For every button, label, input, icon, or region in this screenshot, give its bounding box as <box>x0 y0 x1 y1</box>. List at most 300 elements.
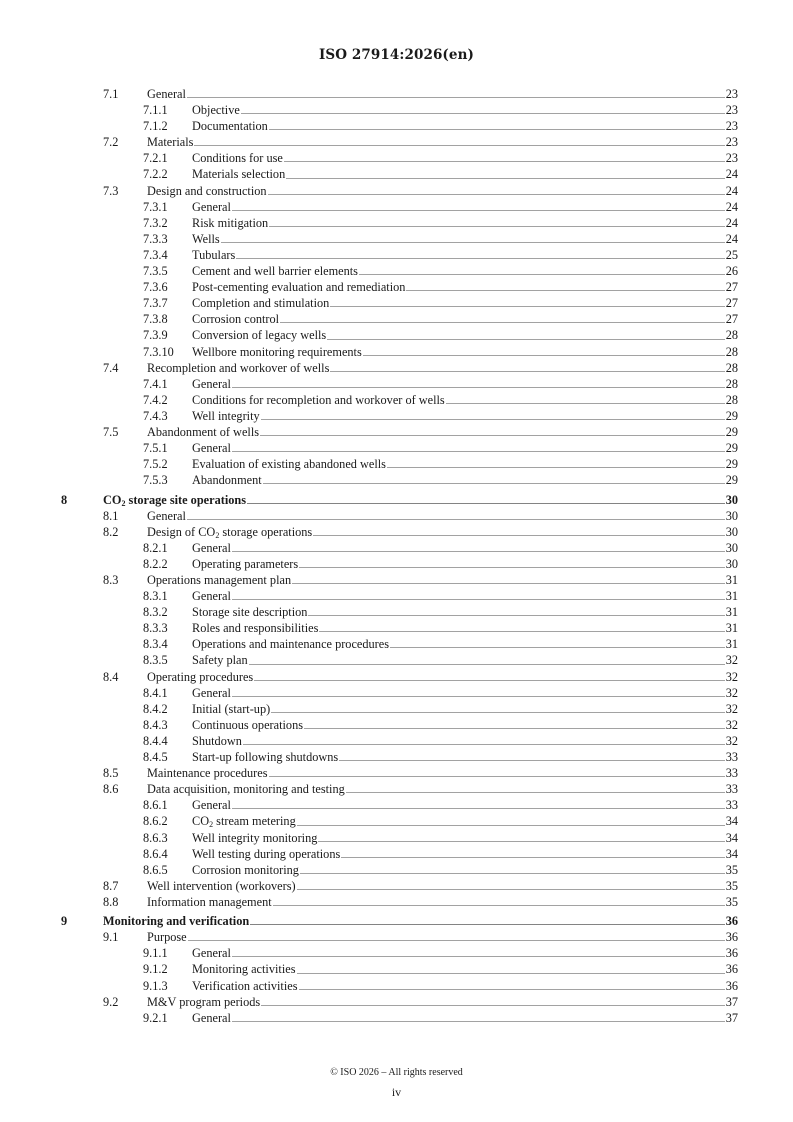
dot-leader <box>299 989 725 990</box>
toc-entry-title: Roles and responsibilities <box>192 621 319 636</box>
toc-entry-page: 32 <box>725 717 738 732</box>
dot-leader <box>284 161 725 162</box>
toc-chapter-entry[interactable] <box>0 913 793 929</box>
toc-entry-number: 7.4 <box>103 360 119 375</box>
toc-entry-number: 7.3 <box>103 183 119 198</box>
toc-entry-number: 7.5.1 <box>143 441 168 456</box>
toc-entry-number: 8.3 <box>103 573 119 587</box>
toc-entry-title: Conversion of legacy wells <box>192 328 327 343</box>
toc-entry-title: Post-cementing evaluation and remediation <box>192 280 406 295</box>
toc-entry-page: 37 <box>725 994 738 1009</box>
dot-leader <box>250 924 725 925</box>
toc-entry-title: General <box>192 376 231 391</box>
toc-entry-page: 28 <box>725 328 738 343</box>
dot-leader <box>261 419 725 420</box>
toc-entry-title: Start-up following shutdowns <box>192 750 339 765</box>
toc-entry-title: Monitoring and verification <box>103 914 250 929</box>
toc-entry-number: 7.4.2 <box>143 392 168 407</box>
dot-leader <box>313 535 725 536</box>
toc-entry-page: 31 <box>725 573 738 587</box>
toc-entry-title: Operating procedures <box>147 669 254 684</box>
toc-entry-number: 8.4.5 <box>143 750 168 765</box>
toc-entry[interactable] <box>0 150 793 166</box>
toc-entry-page: 23 <box>725 119 738 134</box>
toc-entry-number: 7.1.2 <box>143 119 168 134</box>
toc-entry-title: Wells <box>192 231 220 246</box>
dot-leader <box>308 615 724 616</box>
dot-leader <box>292 583 725 584</box>
toc-entry-number: 8.2.1 <box>143 540 168 555</box>
toc-entry[interactable] <box>0 376 793 392</box>
toc-entry-title <box>147 524 313 540</box>
toc-entry-number: 7.3.2 <box>143 215 168 230</box>
toc-entry-page: 33 <box>725 798 738 813</box>
dot-leader <box>232 696 725 697</box>
toc-entry[interactable] <box>0 604 793 620</box>
toc-entry-page: 36 <box>725 930 738 945</box>
toc-entry-page: 36 <box>725 962 738 977</box>
toc-entry[interactable] <box>0 263 793 279</box>
toc-entry-title <box>192 813 297 829</box>
toc-entry-page: 34 <box>725 846 738 861</box>
dot-leader <box>299 567 725 568</box>
toc-entry-number: 8.3.5 <box>143 653 168 668</box>
toc-entry-title: Materials selection <box>192 167 286 182</box>
toc-entry-number: 8.6.2 <box>143 814 168 829</box>
dot-leader <box>406 290 724 291</box>
toc-entry[interactable] <box>0 929 793 945</box>
toc-entry-number: 7.3.7 <box>143 296 168 311</box>
toc-entry[interactable] <box>0 199 793 215</box>
toc-entry-page: 32 <box>725 701 738 716</box>
toc-entry-number: 7.1 <box>103 87 119 101</box>
toc-entry-number: 7.3.3 <box>143 231 168 246</box>
toc-entry[interactable] <box>0 894 793 910</box>
dot-leader <box>261 1005 725 1006</box>
page-number: iv <box>391 1085 402 1099</box>
toc-entry[interactable] <box>0 86 793 102</box>
toc-entry-number: 7.5.2 <box>143 457 168 472</box>
toc-entry-page: 31 <box>725 605 738 620</box>
dot-leader <box>269 129 725 130</box>
toc-entry-title: Operations and maintenance procedures <box>192 637 390 652</box>
toc-entry-number: 8.6.4 <box>143 846 168 861</box>
toc-entry[interactable] <box>0 961 793 977</box>
toc-entry[interactable] <box>0 556 793 572</box>
toc-entry-number: 8.6.3 <box>143 830 168 845</box>
toc-entry-title: Purpose <box>147 930 187 945</box>
toc-entry-page: 34 <box>725 830 738 845</box>
toc-entry-page: 31 <box>725 621 738 636</box>
dot-leader <box>232 1021 725 1022</box>
dot-leader <box>187 97 725 98</box>
toc-entry-title: Data acquisition, monitoring and testing <box>147 782 345 797</box>
dot-leader <box>387 467 725 468</box>
toc-entry-number: 7.4.3 <box>143 408 168 423</box>
toc-entry-page: 27 <box>725 296 738 311</box>
toc-entry-number: 8.2 <box>103 524 119 539</box>
toc-entry-title: Corrosion monitoring <box>192 862 299 877</box>
toc-entry-number: 7.5 <box>103 424 119 439</box>
toc-entry-title: General <box>192 199 231 214</box>
toc-entry[interactable] <box>0 408 793 424</box>
toc-entry-number: 7.2 <box>103 135 119 150</box>
toc-entry-title: Cement and well barrier elements <box>192 264 358 279</box>
dot-leader <box>268 194 725 195</box>
toc-entry-page: 32 <box>725 669 738 684</box>
dot-leader <box>330 371 724 372</box>
toc-entry-number: 8.4.4 <box>143 733 168 748</box>
toc-entry-title: Recompletion and workover of wells <box>147 360 330 375</box>
toc-entry-page: 30 <box>725 524 738 539</box>
toc-entry[interactable] <box>0 669 793 685</box>
toc-entry-title: Design and construction <box>147 183 267 198</box>
toc-entry-page: 24 <box>725 199 738 214</box>
toc-entry-page: 32 <box>725 733 738 748</box>
dot-leader <box>194 145 724 146</box>
toc-entry-number: 7.3.6 <box>143 280 168 295</box>
dot-leader <box>269 226 725 227</box>
toc-entry-number: 8.3.2 <box>143 605 168 620</box>
toc-entry-number: 9 <box>61 914 68 929</box>
toc-entry[interactable] <box>0 945 793 961</box>
dot-leader <box>297 825 725 826</box>
toc-entry-number: 7.1.1 <box>143 103 168 118</box>
toc-entry-title: General <box>192 946 231 961</box>
toc-entry-page: 30 <box>725 508 738 523</box>
dot-leader <box>232 599 725 600</box>
toc-entry-page: 33 <box>725 782 738 797</box>
toc-entry[interactable] <box>0 247 793 263</box>
toc-entry-title: Maintenance procedures <box>147 766 268 781</box>
dot-leader <box>286 178 724 179</box>
toc-entry[interactable] <box>0 685 793 701</box>
dot-leader <box>280 322 725 323</box>
toc-entry[interactable] <box>0 472 793 488</box>
toc-entry-number: 8.6.5 <box>143 862 168 877</box>
toc-entry[interactable] <box>0 183 793 199</box>
toc-entry[interactable] <box>0 978 793 994</box>
toc-entry[interactable] <box>0 765 793 781</box>
dot-leader <box>263 483 725 484</box>
toc-entry-page: 29 <box>725 473 738 488</box>
toc-entry-number: 9.2 <box>103 994 119 1009</box>
toc-entry[interactable] <box>0 717 793 733</box>
toc-entry-number: 8.3.4 <box>143 637 168 652</box>
toc-entry[interactable] <box>0 588 793 604</box>
toc-entry-page: 29 <box>725 457 738 472</box>
toc-entry[interactable] <box>0 781 793 797</box>
dot-leader <box>269 776 725 777</box>
document-header: ISO 27914:2026(en) <box>318 47 475 63</box>
toc-entry[interactable] <box>0 279 793 295</box>
toc-entry-page: 23 <box>725 87 738 101</box>
toc-entry-title-part: storage operations <box>219 524 313 539</box>
toc-entry-title-part: Design of CO <box>147 524 216 539</box>
dot-leader <box>232 451 725 452</box>
dot-leader <box>327 339 724 340</box>
toc-entry-number: 8.4.3 <box>143 717 168 732</box>
dot-leader <box>232 956 725 957</box>
toc-entry-title: General <box>192 1010 231 1025</box>
toc-entry-number: 7.5.3 <box>143 473 168 488</box>
toc-entry-number: 7.4.1 <box>143 376 168 391</box>
toc-entry-page: 24 <box>725 167 738 182</box>
toc-entry-title: Objective <box>192 103 240 118</box>
toc-entry-page: 30 <box>725 540 738 555</box>
dot-leader <box>359 274 725 275</box>
dot-leader <box>232 808 725 809</box>
toc-entry-number: 8.3.1 <box>143 589 168 604</box>
toc-entry-page: 31 <box>725 589 738 604</box>
toc-entry-page: 24 <box>725 231 738 246</box>
toc-entry[interactable] <box>0 360 793 376</box>
toc-entry-page: 27 <box>725 312 738 327</box>
toc-entry-page: 29 <box>725 424 738 439</box>
toc-entry-title <box>103 492 247 508</box>
toc-entry-number: 9.1 <box>103 930 119 945</box>
toc-entry-number: 8.4.1 <box>143 685 168 700</box>
dot-leader <box>241 113 725 114</box>
dot-leader <box>346 792 725 793</box>
toc-entry-title: General <box>192 685 231 700</box>
dot-leader <box>188 940 725 941</box>
toc-entry-number: 9.1.1 <box>143 946 168 961</box>
dot-leader <box>247 503 725 504</box>
toc-entry-title: General <box>192 540 231 555</box>
dot-leader <box>273 905 725 906</box>
toc-entry-number: 8.4 <box>103 669 119 684</box>
toc-entry-number: 8.6 <box>103 782 119 797</box>
toc-entry[interactable] <box>0 215 793 231</box>
toc-entry[interactable] <box>0 797 793 813</box>
toc-entry-page: 36 <box>725 914 738 929</box>
toc-entry-subscript: 2 <box>209 820 214 830</box>
dot-leader <box>232 387 725 388</box>
copyright-notice: © ISO 2026 – All rights reserved <box>330 1067 463 1078</box>
toc-entry[interactable] <box>0 166 793 182</box>
toc-entry-title: Abandonment <box>192 473 262 488</box>
toc-entry-page: 32 <box>725 685 738 700</box>
toc-entry-number: 9.1.3 <box>143 978 168 993</box>
toc-entry-title: Safety plan <box>192 653 248 668</box>
toc-entry-title: Well integrity <box>192 408 260 423</box>
toc-entry-subscript: 2 <box>121 498 126 508</box>
toc-entry[interactable] <box>0 572 793 588</box>
toc-entry[interactable] <box>0 701 793 717</box>
dot-leader <box>446 403 725 404</box>
toc-entry[interactable] <box>0 440 793 456</box>
dot-leader <box>297 889 725 890</box>
toc-entry-number: 7.3.4 <box>143 247 168 262</box>
toc-entry-page: 25 <box>725 247 738 262</box>
toc-entry-page: 33 <box>725 750 738 765</box>
toc-entry[interactable] <box>0 102 793 118</box>
toc-entry[interactable] <box>0 878 793 894</box>
toc-entry-page: 23 <box>725 151 738 166</box>
toc-entry[interactable] <box>0 620 793 636</box>
dot-leader <box>187 519 725 520</box>
toc-entry-title: General <box>192 441 231 456</box>
toc-entry[interactable] <box>0 311 793 327</box>
dot-leader <box>249 664 725 665</box>
toc-entry-title: Well integrity monitoring <box>192 830 318 845</box>
toc-entry-page: 28 <box>725 360 738 375</box>
toc-entry-title: Continuous operations <box>192 717 304 732</box>
toc-entry-number: 7.3.9 <box>143 328 168 343</box>
toc-entry-title: M&V program periods <box>147 994 261 1009</box>
dot-leader <box>232 210 725 211</box>
toc-entry-title: Conditions for recompletion and workover of wells <box>192 392 445 407</box>
toc-entry-title: Operations management plan <box>147 573 292 587</box>
dot-leader <box>232 551 725 552</box>
toc-entry-number: 8.7 <box>103 878 119 893</box>
toc-entry-title: Conditions for use <box>192 151 283 166</box>
dot-leader <box>341 857 724 858</box>
dot-leader <box>254 680 725 681</box>
toc-entry-page: 29 <box>725 408 738 423</box>
toc-entry[interactable] <box>0 846 793 862</box>
toc-entry-title: Well intervention (workovers) <box>147 878 296 893</box>
toc-entry-number: 7.3.1 <box>143 199 168 214</box>
toc-entry-page: 35 <box>725 894 738 909</box>
toc-entry[interactable] <box>0 327 793 343</box>
toc-entry-number: 8.3.3 <box>143 621 168 636</box>
dot-leader <box>243 744 725 745</box>
toc-entry-number: 7.3.5 <box>143 264 168 279</box>
toc-entry[interactable] <box>0 733 793 749</box>
dot-leader <box>260 435 725 436</box>
dot-leader <box>271 712 725 713</box>
toc-entry[interactable] <box>0 994 793 1010</box>
toc-entry-title: Completion and stimulation <box>192 296 330 311</box>
toc-entry-page: 27 <box>725 280 738 295</box>
toc-entry[interactable] <box>0 652 793 668</box>
toc-entry-number: 7.3.10 <box>143 344 174 359</box>
toc-entry[interactable] <box>0 830 793 846</box>
toc-entry[interactable] <box>0 813 793 829</box>
dot-leader <box>339 760 725 761</box>
toc-chapter-entry[interactable] <box>0 492 793 508</box>
toc-entry-title: Risk mitigation <box>192 215 269 230</box>
toc-entry-title: Shutdown <box>192 733 242 748</box>
toc-entry-title: Storage site description <box>192 605 308 620</box>
toc-entry-page: 29 <box>725 441 738 456</box>
toc-entry[interactable] <box>0 862 793 878</box>
dot-leader <box>304 728 725 729</box>
toc-entry[interactable] <box>0 424 793 440</box>
toc-entry-title: Documentation <box>192 119 268 134</box>
toc-entry-page: 28 <box>725 344 738 359</box>
toc-entry[interactable] <box>0 456 793 472</box>
dot-leader <box>300 873 725 874</box>
toc-entry-title: Monitoring activities <box>192 962 296 977</box>
toc-entry-title-part: CO <box>103 492 122 507</box>
toc-entry-title: Well testing during operations <box>192 846 341 861</box>
toc-entry[interactable] <box>0 749 793 765</box>
toc-entry-title: Abandonment of wells <box>147 424 260 439</box>
toc-entry-title: Materials <box>147 135 194 150</box>
dot-leader <box>330 306 724 307</box>
toc-entry-number: 8.4.2 <box>143 701 168 716</box>
toc-entry-number: 9.2.1 <box>143 1010 168 1025</box>
toc-entry[interactable] <box>0 295 793 311</box>
toc-entry-title: Information management <box>147 894 272 909</box>
toc-entry[interactable] <box>0 118 793 134</box>
toc-entry-page: 36 <box>725 946 738 961</box>
toc-entry-page: 31 <box>725 637 738 652</box>
toc-entry-page: 33 <box>725 766 738 781</box>
toc-entry-title: Verification activities <box>192 978 298 993</box>
dot-leader <box>221 242 725 243</box>
toc-entry-number: 7.2.2 <box>143 167 168 182</box>
toc-entry-number: 9.1.2 <box>143 962 168 977</box>
toc-entry-page: 26 <box>725 264 738 279</box>
toc-entry-title: General <box>147 87 186 101</box>
toc-entry[interactable] <box>0 540 793 556</box>
toc-entry-page: 37 <box>725 1010 738 1025</box>
toc-entry[interactable] <box>0 524 793 540</box>
toc-entry-title: Initial (start-up) <box>192 701 271 716</box>
toc-entry-number: 8.6.1 <box>143 798 168 813</box>
toc-entry[interactable] <box>0 636 793 652</box>
toc-entry-number: 8 <box>61 492 68 507</box>
toc-entry-page: 30 <box>725 492 738 507</box>
dot-leader <box>363 355 725 356</box>
toc-entry-number: 7.2.1 <box>143 151 168 166</box>
toc-entry[interactable] <box>0 134 793 150</box>
toc-entry-page: 35 <box>725 878 738 893</box>
toc-entry-number: 8.5 <box>103 766 119 781</box>
dot-leader <box>318 841 724 842</box>
toc-entry-page: 23 <box>725 103 738 118</box>
dot-leader <box>390 647 725 648</box>
toc-entry-number: 8.8 <box>103 894 119 909</box>
toc-entry-page: 24 <box>725 215 738 230</box>
toc-entry-title-part: CO <box>192 814 210 829</box>
toc-entry-page: 28 <box>725 376 738 391</box>
toc-entry-number: 8.1 <box>103 508 119 523</box>
toc-entry-page: 30 <box>725 556 738 571</box>
toc-entry-page: 23 <box>725 135 738 150</box>
table-of-contents <box>0 86 793 1026</box>
toc-entry-number: 8.2.2 <box>143 556 168 571</box>
toc-entry-title: General <box>192 798 231 813</box>
toc-entry[interactable] <box>0 231 793 247</box>
dot-leader <box>319 631 724 632</box>
toc-entry-title: Wellbore monitoring requirements <box>192 344 362 359</box>
toc-entry[interactable] <box>0 392 793 408</box>
toc-entry-title: General <box>147 508 186 523</box>
toc-entry-page: 35 <box>725 862 738 877</box>
toc-entry-title: Tubulars <box>192 247 236 262</box>
dot-leader <box>297 973 725 974</box>
toc-entry-title: Operating parameters <box>192 556 299 571</box>
toc-entry-page: 28 <box>725 392 738 407</box>
toc-entry-title-part: storage site operations <box>125 492 247 507</box>
toc-entry-page: 24 <box>725 183 738 198</box>
toc-entry-page: 34 <box>725 814 738 829</box>
toc-entry[interactable] <box>0 1010 793 1026</box>
toc-entry[interactable] <box>0 508 793 524</box>
toc-entry-title: General <box>192 589 231 604</box>
dot-leader <box>236 258 724 259</box>
toc-entry-page: 36 <box>725 978 738 993</box>
toc-entry[interactable] <box>0 344 793 360</box>
toc-entry-title-part: stream metering <box>213 814 296 829</box>
toc-entry-title: Corrosion control <box>192 312 280 327</box>
toc-entry-page: 32 <box>725 653 738 668</box>
